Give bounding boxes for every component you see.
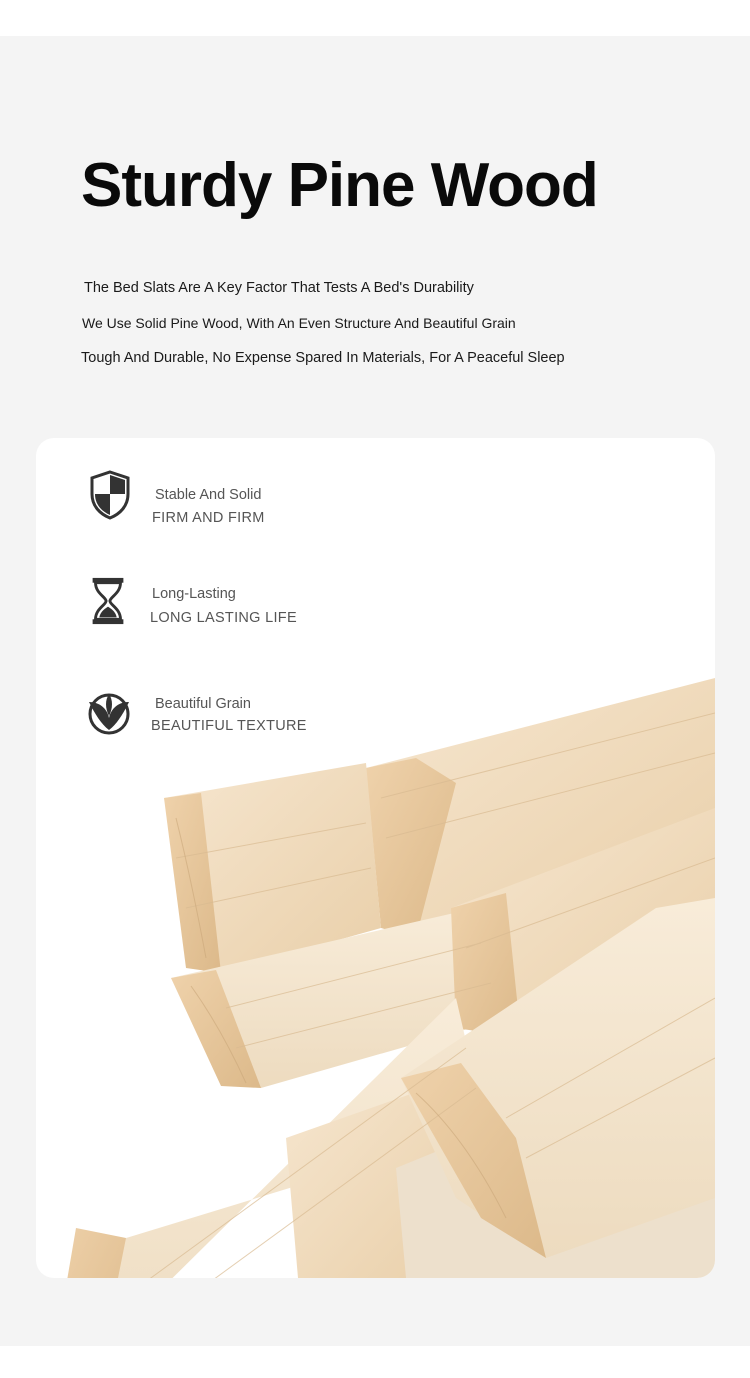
feature-sub-grain: BEAUTIFUL TEXTURE <box>151 718 307 734</box>
description-line-1: The Bed Slats Are A Key Factor That Tests A Bed's Durability <box>84 280 474 296</box>
feature-card <box>36 438 715 1278</box>
leaf-icon <box>87 688 131 738</box>
feature-label-lasting: Long-Lasting <box>152 586 236 602</box>
feature-sub-stable: FIRM AND FIRM <box>152 510 265 526</box>
hourglass-icon <box>86 576 130 626</box>
page-title: Sturdy Pine Wood <box>81 151 598 220</box>
feature-label-stable: Stable And Solid <box>155 487 262 503</box>
pine-wood-planks-image <box>36 438 715 1278</box>
description-line-2: We Use Solid Pine Wood, With An Even Structure And Beautiful Grain <box>82 315 516 331</box>
feature-sub-lasting: LONG LASTING LIFE <box>150 610 297 626</box>
feature-label-grain: Beautiful Grain <box>155 696 251 712</box>
description-line-3: Tough And Durable, No Expense Spared In Materials, For A Peaceful Sleep <box>81 350 565 366</box>
shield-icon <box>88 470 132 520</box>
